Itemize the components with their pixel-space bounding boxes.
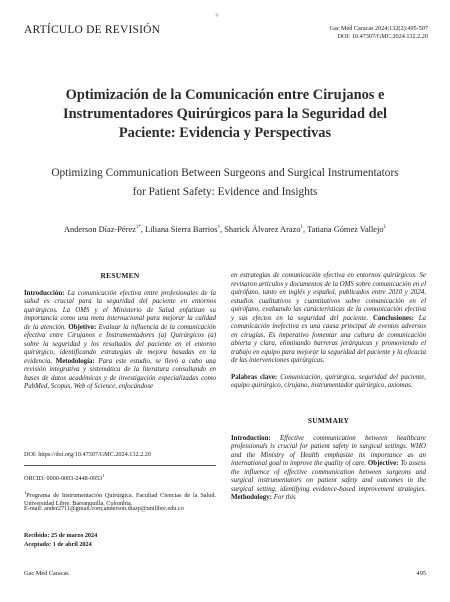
resumen-continuation (231, 272, 426, 391)
author-name: Tatiana Gómez Vallejo (307, 225, 384, 234)
affiliation-text: Programa de Instrumentación Quirúrgica. Facultad Ciencias de la Salud. Universidad Libre. Barranquilla, Colombia. (24, 492, 216, 507)
summary-heading: SUMMARY (307, 416, 350, 425)
summary-methodology-text: For this (273, 494, 296, 501)
resumen-intro-label: Introducción: (24, 289, 65, 297)
author-separator: , (303, 225, 308, 234)
title-english-line: for Patient Safety: Evidence and Insights (132, 186, 318, 198)
summary-block (231, 417, 426, 503)
resumen-body (24, 290, 216, 392)
contact-email[interactable]: E-mail: ander2711@gmail.com;anderson.diazp@unilibre.edu.co (24, 505, 184, 512)
orcid-line (24, 472, 216, 483)
footer-journal: Gac Méd Caracas (24, 570, 69, 577)
keywords (231, 374, 426, 391)
resumen-conclusions-label: Conclusiones: (372, 314, 414, 322)
keywords-label: Palabras clave: (231, 373, 278, 381)
author-name: Anderson Díaz-Pérez (63, 225, 136, 234)
summary-methodology-label: Methodology: (231, 494, 272, 501)
author-mark: 1 (217, 225, 221, 231)
author-list (30, 225, 420, 234)
author-name: Liliana Sierra Barrios (145, 225, 218, 234)
journal-citation: Gac Méd Caracas 2024;132(2):495-507 (329, 25, 428, 32)
resumen-continuation-text: en estrategias de comunicación efectiva en entornos quirúrgicos. Se revisaron artículos y documentos de la OMS sobre comunicación en el quirófano, tanto en inglés y español, publicados entre 2010 y 2024, estudios cualitativos y cuantitativos sobre comunicación en el quirófano, evaluando las características de la comunicación efectiva y sus efectos en la seguridad del paciente. (231, 272, 426, 322)
journal-doi: DOI: 10.47307/GMC.2024.132.2.20 (337, 33, 428, 40)
title-spanish-line: Paciente: Evidencia y Perspectivas (118, 125, 332, 141)
article-section-label: ARTÍCULO DE REVISIÓN (24, 24, 161, 36)
title-english-line: Optimizing Communication Between Surgeons and Surgical Instrumentators (51, 167, 399, 179)
resumen-continuation-body (231, 272, 426, 366)
summary-objective-label: Objective: (367, 460, 399, 467)
resumen-objective-label: Objetivo: (68, 323, 97, 331)
resumen-block (24, 272, 216, 392)
summary-body (231, 435, 426, 503)
title-spanish-line: Instrumentadores Quirúrgicos para la Seguridad del (63, 106, 387, 122)
title-spanish (40, 86, 410, 143)
summary-objective-text: To assess the influence of effective communication between surgeons and surgical instrumentators on patient safety and outcomes in the surgical setting, identifying evidence-based improvement strategies. (231, 460, 426, 493)
resumen-heading: RESUMEN (100, 271, 140, 280)
journal-reference (330, 25, 428, 41)
author-separator: , (220, 225, 225, 234)
title-spanish-line: Optimización de la Comunicación entre Cirujanos e (65, 87, 385, 103)
orcid-mark: 1 (102, 473, 105, 478)
author-mark: 1* (135, 225, 141, 231)
summary-intro-text: Effective communication between healthcare professionals is crucial for patient safety in surgical settings. WHO and the Ministry of Health emphasize its importance as an international goal to improve the quality of care. (231, 434, 426, 467)
author-separator: , (140, 225, 145, 234)
resumen-objective-text: Evaluar la influencia de la comunicación efectiva entre Cirujanos e Instrumentadores (a) Quirúrgicos (a) sobre la seguridad y los resultados del paciente en el entorno quirúrgico, identificando estrategias de mejora basadas en la evidencia. (24, 323, 216, 365)
accepted-date: Aceptado: 1 de abril 2024 (24, 541, 92, 548)
author-name: Sharick Álvarez Arazo (224, 225, 301, 234)
resumen-conclusions-text: La comunicación inefectiva es una causa principal de eventos adversos en cirugías. Es imperativo fomentar una cultura de comunicación abierta y clara, eliminando barreras jerárquicas y promoviendo el trabajo en equipo para mejorar la seguridad del paciente y la eficacia de las intervenciones quirúrgicas. (231, 314, 426, 364)
keywords-text: Comunicación, quirúrgica, seguridad del paciente, equipo quirúrgico, cirujano, instrumentador quirúrgico, axiomas. (231, 373, 426, 389)
author-mark: 1 (383, 225, 387, 231)
received-date: Recibido: 25 de marzo 2024 (24, 532, 98, 539)
resumen-methodology-label: Metodología: (55, 357, 95, 365)
orcid-text: ORCID: 0000-0003-2448-0953 (24, 475, 103, 483)
summary-intro-label: Introduction: (231, 434, 271, 442)
resumen-intro-text: La comunicación efectiva entre profesionales de la salud es crucial para la seguridad del paciente en entornos quirúrgicos. La OMS y el Ministerio de Salud enfatizan su importancia como una meta internacional para mejorar la calidad de la atención. (24, 289, 216, 331)
footnote-divider (24, 465, 216, 466)
title-english (30, 164, 420, 202)
author-mark: 1 (300, 225, 304, 231)
resumen-methodology-text: Para este estudio, se llevó a cabo una revisión integrativa y sistemática de la literatura consultando en bases de datos académicas y de investigación especializadas como PubMed, Scopus, Web of Science, enfocándose (24, 357, 216, 390)
top-mark: ® (215, 14, 219, 19)
doi-link[interactable]: DOI: https://doi.org/10.47307/GMC.2024.132.2.20 (24, 451, 151, 458)
footer-page-number: 495 (416, 570, 426, 577)
affiliation-mark: 1 (24, 490, 27, 495)
